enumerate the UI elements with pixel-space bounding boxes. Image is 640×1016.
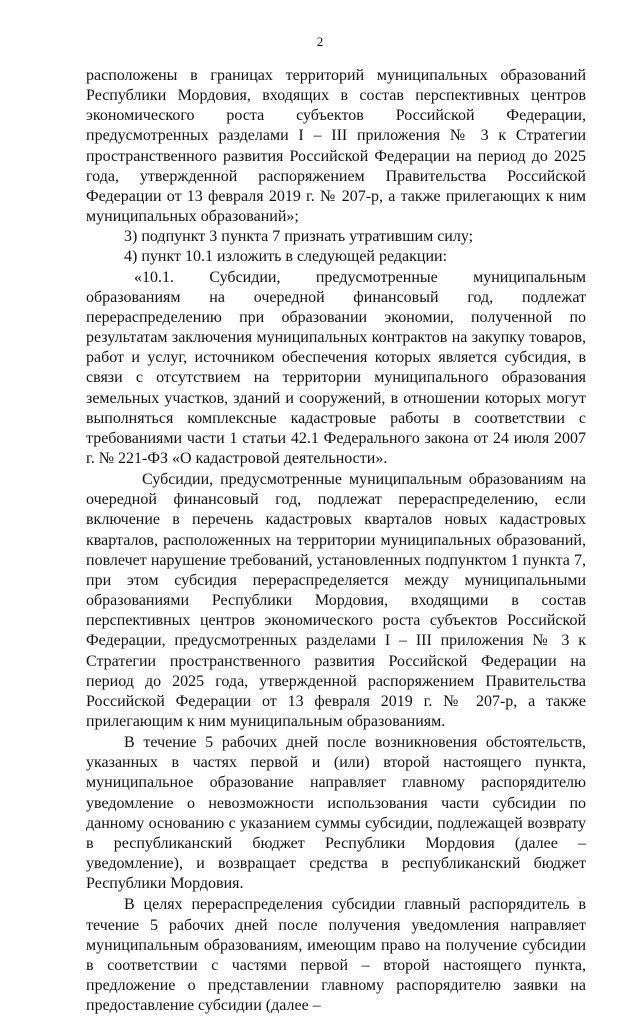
paragraph-continuation: расположены в границах территорий муниципальных образований Республики Мордовия, входящих в состав перспективных центров экономического роста субъектов Российской Федерации, предусмотренных разделами I – III приложения № 3 к Стратегии пространственного развития Российской Федерации на период до 2025 года, утвержденной распоряжением Правительства Российской Федерации от 13 февраля 2019 г. № 207-р, а также прилегающих к ним муниципальных образований»;: [86, 67, 586, 226]
paragraph-redistribution: В целях перераспределения субсидии главный распорядитель в течение 5 рабочих дней после получения уведомления направляет муниципальным образованиям, имеющим право на получение субсидии в соответствии с частями первой – второй настоящего пункта, предложение о представлении главному распорядителю заявки на предоставление субсидии (далее –: [86, 896, 586, 1015]
paragraph-item-3: 3) подпункт 3 пункта 7 признать утратившим силу;: [124, 228, 474, 246]
paragraph-subsidies: Субсидии, предусмотренные муниципальным образованиям на очередной финансовый год, подлежат перераспределению, если включение в перечень кадастровых кварталов новых кадастровых кварталов, расположенных на территории муниципальных образований, повлечет нарушение требований, установленных подпунктом 1 пункта 7, при этом субсидия перераспределяется между муниципальными образованиями Республики Мордовия, входящими в состав перспективных центров экономического роста субъектов Российской Федерации, предусмотренных разделами I – III приложения № 3 к Стратегии пространственного развития Российской Федерации на период до 2025 года, утвержденной распоряжением Правительства Российской Федерации от 13 февраля 2019 г. № 207-р, а также прилегающим к ним муниципальным образованиям.: [86, 471, 586, 730]
paragraph-item-4: 4) пункт 10.1 изложить в следующей редакции:: [124, 248, 448, 266]
page-number: 2: [316, 34, 324, 49]
document-body: [86, 66, 586, 1016]
paragraph-within-5-days: В течение 5 рабочих дней после возникновения обстоятельств, указанных в частях первой и (или) второй настоящего пункта, муниципальное образование направляет главному распорядителю уведомление о невозможности использования части субсидии по данному основанию с указанием суммы субсидии, подлежащей возврату в республиканский бюджет Республики Мордовия (далее – уведомление), и возвращает средства в республиканский бюджет Республики Мордовия.: [86, 734, 586, 893]
paragraph-quoted-10-1: «10.1. Субсидии, предусмотренные муниципальным образованиям на очередной финансовый год, подлежат перераспределению при образовании экономии, полученной по результатам заключения муниципальных контрактов на закупку товаров, работ и услуг, источником обеспечения которых является субсидия, в связи с отсутствием на территории муниципального образования земельных участков, зданий и сооружений, в отношении которых могут выполняться комплексные кадастровые работы в соответствии с требованиями части 1 статьи 42.1 Федерального закона от 24 июля 2007 г. № 221-ФЗ «О кадастровой деятельности».: [86, 268, 586, 467]
